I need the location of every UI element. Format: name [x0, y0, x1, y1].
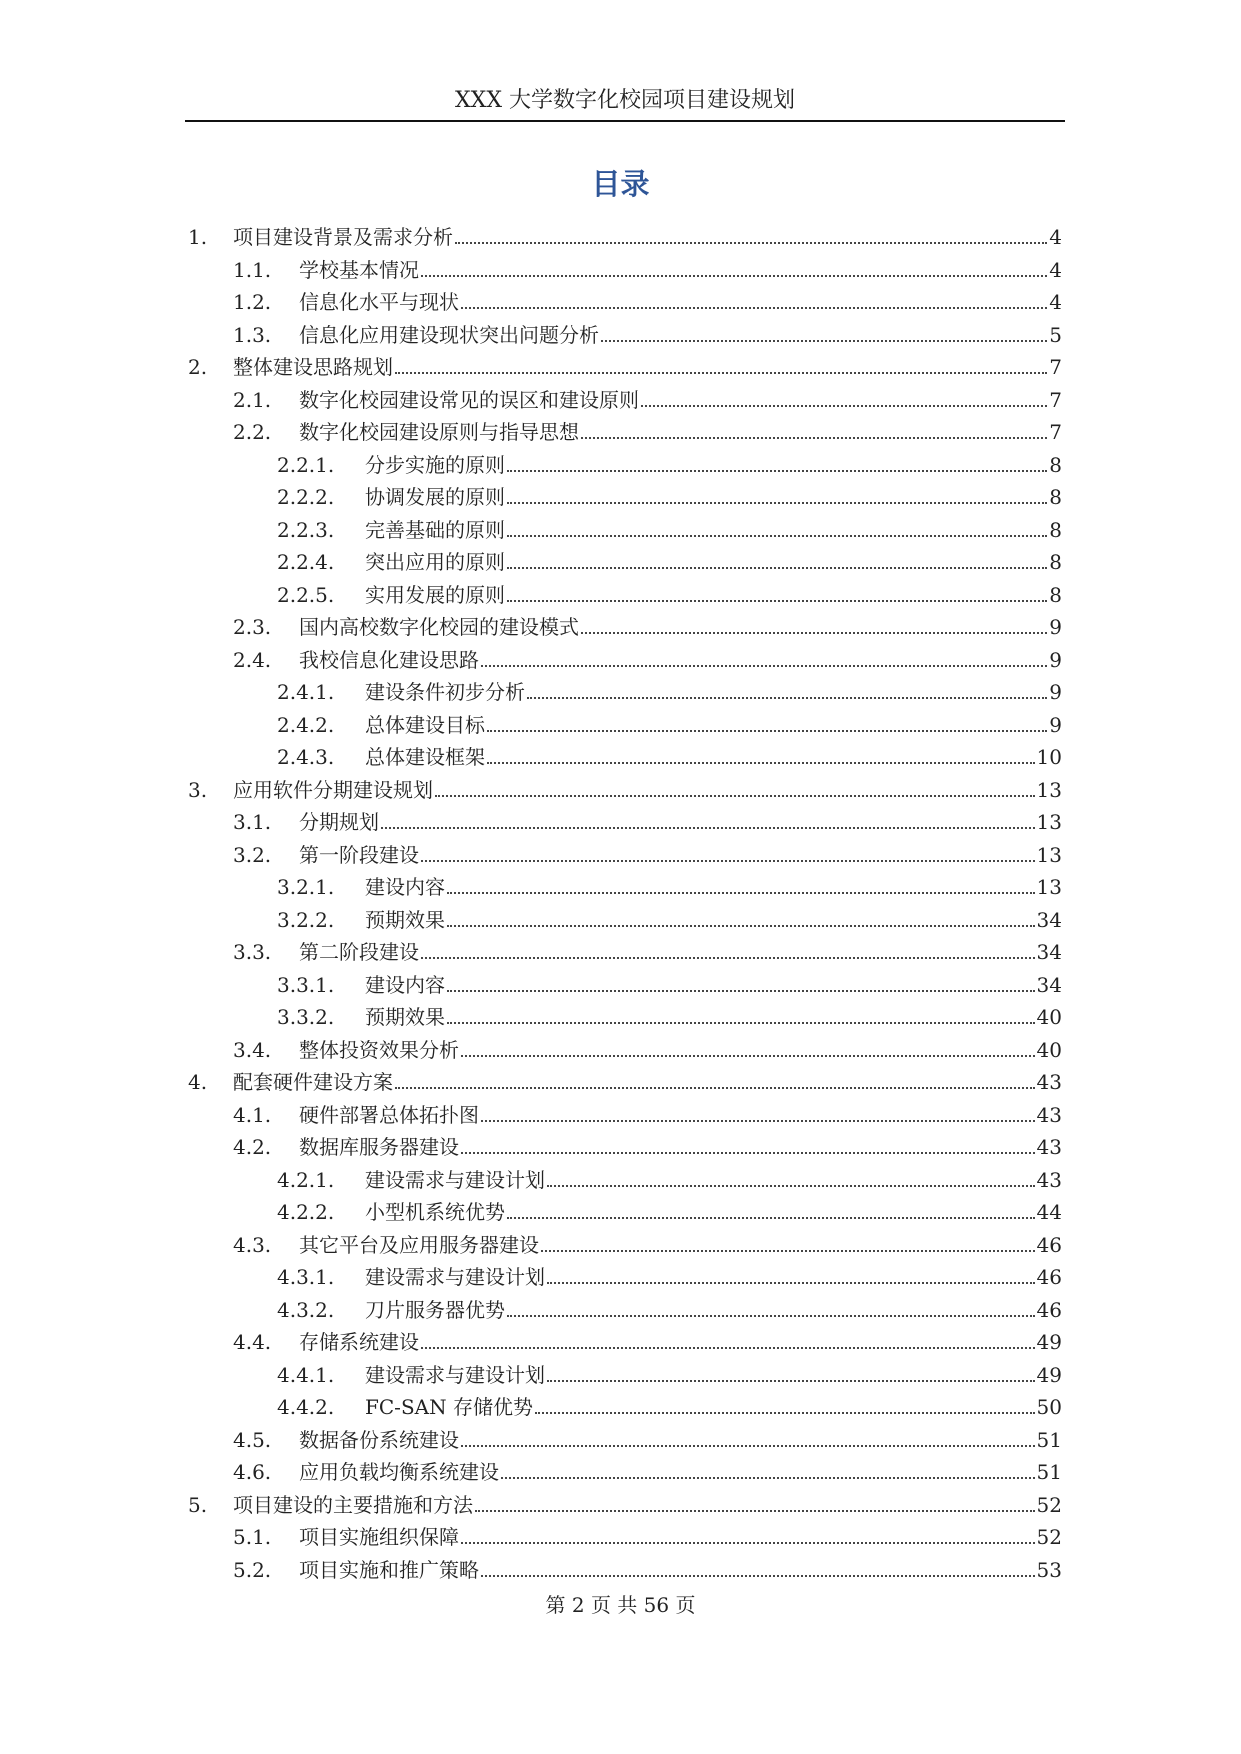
toc-entry-number: 2.2.2.: [277, 485, 335, 509]
toc-entry-title: 分期规划: [299, 810, 379, 834]
toc-entry[interactable]: [233, 412, 1062, 445]
toc-entry-title: 信息化水平与现状: [299, 290, 459, 314]
toc-entry-page: 4: [1049, 257, 1062, 282]
toc-entry[interactable]: [277, 737, 1062, 770]
toc-entry-page: 34: [1036, 972, 1062, 997]
toc-entry-number: 4.2.1.: [277, 1167, 335, 1192]
toc-dot-leader: [481, 665, 1047, 667]
toc-entry-page: 9: [1049, 647, 1062, 672]
toc-entry-page: 34: [1036, 940, 1062, 964]
toc-entry-page: 43: [1036, 1135, 1062, 1159]
toc-dot-leader: [447, 892, 1035, 894]
toc-entry-number: 5.: [188, 1492, 208, 1517]
toc-entry[interactable]: [277, 1290, 1062, 1323]
toc-entry[interactable]: [233, 835, 1062, 868]
toc-entry[interactable]: [233, 932, 1062, 965]
toc-dot-leader: [475, 1510, 1035, 1512]
toc-entry-page: 7: [1049, 387, 1062, 412]
toc-entry[interactable]: [233, 1225, 1062, 1258]
toc-dot-leader: [421, 1347, 1035, 1349]
toc-entry-title: 完善基础的原则: [365, 517, 505, 542]
toc-dot-leader: [455, 242, 1047, 244]
toc-entry-number: 3.1.: [233, 810, 272, 834]
toc-entry-number: 3.3.2.: [277, 1005, 335, 1029]
toc-entry-page: 44: [1036, 1200, 1062, 1224]
toc-entry[interactable]: [277, 510, 1062, 543]
toc-entry-page: 43: [1036, 1070, 1062, 1094]
toc-entry-title: 建设条件初步分析: [365, 680, 525, 704]
toc-entry[interactable]: [277, 965, 1062, 998]
toc-entry[interactable]: [233, 1517, 1062, 1550]
toc-entry-number: 1.2.: [233, 290, 272, 314]
toc-entry-page: 4: [1049, 225, 1062, 249]
toc-entry[interactable]: [277, 477, 1062, 510]
toc-entry-title: 突出应用的原则: [365, 550, 505, 574]
toc-dot-leader: [435, 795, 1035, 797]
toc-entry-page: 13: [1036, 777, 1062, 802]
toc-dot-leader: [507, 1315, 1035, 1317]
page-number: 第 2 页 共 56 页: [545, 1593, 696, 1617]
toc-entry[interactable]: [233, 1322, 1062, 1355]
toc-entry-title: 应用软件分期建设规划: [233, 777, 433, 802]
toc-entry-title: 刀片服务器优势: [365, 1297, 505, 1322]
toc-entry-title: 数据库服务器建设: [299, 1135, 459, 1159]
toc-entry-number: 1.3.: [233, 322, 272, 347]
toc-dot-leader: [487, 762, 1035, 764]
toc-dot-leader: [447, 1022, 1035, 1024]
toc-entry-page: 8: [1049, 582, 1062, 607]
toc-entry-number: 4.3.1.: [277, 1265, 335, 1289]
toc-entry-page: 40: [1036, 1005, 1062, 1029]
toc-entry-number: 3.4.: [233, 1037, 272, 1062]
toc-dot-leader: [461, 1542, 1035, 1544]
toc-dot-leader: [501, 1477, 1035, 1479]
toc-entry-page: 49: [1036, 1330, 1062, 1354]
toc-entry-page: 46: [1036, 1297, 1062, 1322]
toc-entry-page: 43: [1036, 1102, 1062, 1127]
toc-entry-number: 4.6.: [233, 1460, 272, 1484]
toc-entry-number: 3.: [188, 777, 208, 802]
toc-entry-number: 4.5.: [233, 1427, 272, 1452]
toc-entry-page: 13: [1036, 810, 1062, 834]
toc-entry-title: 项目建设的主要措施和方法: [233, 1492, 473, 1517]
page-footer: [0, 1591, 1241, 1619]
toc-entry-title: 项目实施和推广策略: [299, 1557, 479, 1582]
toc-entry-number: 4.3.2.: [277, 1297, 335, 1322]
toc-entry-number: 2.2.1.: [277, 452, 335, 477]
toc-entry-number: 2.2.4.: [277, 550, 335, 574]
toc-entry-page: 34: [1036, 907, 1062, 932]
toc-entry-title: 学校基本情况: [299, 257, 419, 282]
toc-entry-page: 52: [1036, 1492, 1062, 1517]
toc-entry-number: 3.3.: [233, 940, 272, 964]
toc-entry[interactable]: [277, 445, 1062, 478]
toc-entry-title: 建设需求与建设计划: [365, 1265, 545, 1289]
toc-entry-title: 实用发展的原则: [365, 582, 505, 607]
toc-entry[interactable]: [277, 1257, 1062, 1290]
toc-entry-number: 2.2.5.: [277, 582, 335, 607]
toc-entry-number: 4.2.2.: [277, 1200, 335, 1224]
toc-entry-title: 国内高校数字化校园的建设模式: [299, 615, 579, 639]
toc-entry[interactable]: [233, 1420, 1062, 1453]
toc-entry-page: 46: [1036, 1265, 1062, 1289]
toc-dot-leader: [395, 372, 1047, 374]
toc-entry-title: 信息化应用建设现状突出问题分析: [299, 322, 599, 347]
toc-entry-title: 存储系统建设: [299, 1330, 419, 1354]
toc-entry-number: 2.4.1.: [277, 680, 335, 704]
toc-entry-title: FC-SAN 存储优势: [365, 1395, 533, 1419]
toc-entry-page: 8: [1049, 550, 1062, 574]
toc-entry-title: 数据备份系统建设: [299, 1427, 459, 1452]
toc-entry[interactable]: [233, 282, 1062, 315]
toc-entry-page: 46: [1036, 1232, 1062, 1257]
toc-entry-title: 数字化校园建设原则与指导思想: [299, 420, 579, 444]
toc-entry[interactable]: [277, 900, 1062, 933]
toc-dot-leader: [461, 307, 1047, 309]
toc-entry-title: 预期效果: [365, 907, 445, 932]
toc-entry-page: 9: [1049, 680, 1062, 704]
toc-entry-number: 5.2.: [233, 1557, 272, 1582]
toc-entry[interactable]: [277, 997, 1062, 1030]
toc-dot-leader: [535, 1412, 1035, 1414]
toc-entry-title: 数字化校园建设常见的误区和建设原则: [299, 387, 639, 412]
toc-entry-title: 整体投资效果分析: [299, 1037, 459, 1062]
toc-entry-page: 13: [1036, 875, 1062, 899]
toc-entry-title: 预期效果: [365, 1005, 445, 1029]
toc-entry-title: 配套硬件建设方案: [233, 1070, 393, 1094]
toc-entry[interactable]: [188, 347, 1062, 380]
toc-entry-title: 我校信息化建设思路: [299, 647, 479, 672]
toc-entry[interactable]: [233, 1095, 1062, 1128]
toc-entry-number: 4.3.: [233, 1232, 272, 1257]
toc-entry-number: 4.4.2.: [277, 1395, 335, 1419]
toc-entry[interactable]: [233, 1030, 1062, 1063]
toc-entry-page: 7: [1049, 420, 1062, 444]
toc-entry[interactable]: [233, 1550, 1062, 1583]
toc-entry[interactable]: [277, 575, 1062, 608]
toc-entry-title: 整体建设思路规划: [233, 355, 393, 379]
toc-entry[interactable]: [233, 802, 1062, 835]
toc-entry-title: 硬件部署总体拓扑图: [299, 1102, 479, 1127]
toc-entry-number: 2.2.3.: [277, 517, 335, 542]
document-title: XXX 大学数字化校园项目建设规划: [455, 88, 795, 113]
toc-entry[interactable]: [188, 770, 1062, 803]
toc-entry-number: 4.1.: [233, 1102, 272, 1127]
toc-entry-title: 分步实施的原则: [365, 452, 505, 477]
toc-entry[interactable]: [277, 1192, 1062, 1225]
toc-entry-page: 9: [1049, 712, 1062, 737]
toc-title: 目录: [591, 167, 650, 201]
toc-dot-leader: [507, 600, 1047, 602]
toc-entry-title: 项目实施组织保障: [299, 1525, 459, 1549]
toc-entry-number: 3.2.2.: [277, 907, 335, 932]
toc-entry-page: 8: [1049, 485, 1062, 509]
toc-dot-leader: [481, 1575, 1035, 1577]
toc-dot-leader: [381, 827, 1035, 829]
toc-dot-leader: [507, 470, 1047, 472]
toc-entry[interactable]: [233, 250, 1062, 283]
toc-entry[interactable]: [233, 607, 1062, 640]
toc-entry-page: 40: [1036, 1037, 1062, 1062]
toc-dot-leader: [481, 1120, 1035, 1122]
toc-entry-number: 2.2.: [233, 420, 272, 444]
toc-entry-number: 4.4.: [233, 1330, 272, 1354]
toc-entry-number: 2.3.: [233, 615, 272, 639]
toc-entry-title: 应用负载均衡系统建设: [299, 1460, 499, 1484]
toc-entry-page: 5: [1049, 322, 1062, 347]
toc-entry-page: 51: [1036, 1460, 1062, 1484]
toc-dot-leader: [547, 1380, 1035, 1382]
toc-dot-leader: [507, 1217, 1035, 1219]
toc-dot-leader: [395, 1087, 1035, 1089]
toc-entry[interactable]: [233, 315, 1062, 348]
toc-dot-leader: [601, 340, 1047, 342]
toc-dot-leader: [541, 1250, 1035, 1252]
toc-entry-title: 建设内容: [365, 972, 445, 997]
toc-dot-leader: [547, 1282, 1035, 1284]
toc-entry-number: 3.2.: [233, 842, 272, 867]
page-header: [185, 86, 1065, 122]
toc-dot-leader: [527, 697, 1047, 699]
toc-entry-page: 4: [1049, 290, 1062, 314]
toc-entry-page: 49: [1036, 1362, 1062, 1387]
toc-entry[interactable]: [277, 867, 1062, 900]
toc-entry-title: 其它平台及应用服务器建设: [299, 1232, 539, 1257]
toc-entry-page: 43: [1036, 1167, 1062, 1192]
toc-entry[interactable]: [233, 1452, 1062, 1485]
toc-entry-title: 建设需求与建设计划: [365, 1167, 545, 1192]
toc-dot-leader: [547, 1185, 1035, 1187]
toc-entry-title: 第一阶段建设: [299, 842, 419, 867]
toc-dot-leader: [447, 925, 1035, 927]
toc-entry-number: 4.4.1.: [277, 1362, 335, 1387]
toc-dot-leader: [507, 535, 1047, 537]
toc-entry[interactable]: [233, 640, 1062, 673]
toc-entry-title: 建设需求与建设计划: [365, 1362, 545, 1387]
toc-entry-page: 9: [1049, 615, 1062, 639]
toc-dot-leader: [641, 405, 1047, 407]
toc-entry-page: 52: [1036, 1525, 1062, 1549]
toc-entry-page: 50: [1036, 1395, 1062, 1419]
toc-dot-leader: [461, 1055, 1035, 1057]
toc-entry-number: 2.4.: [233, 647, 272, 672]
toc-entry-page: 10: [1036, 745, 1062, 769]
toc-entry-number: 4.: [188, 1070, 208, 1094]
toc-dot-leader: [461, 1445, 1035, 1447]
toc-entry[interactable]: [277, 542, 1062, 575]
toc-entry-title: 小型机系统优势: [365, 1200, 505, 1224]
toc-entry-page: 13: [1036, 842, 1062, 867]
toc-entry-title: 协调发展的原则: [365, 485, 505, 509]
toc-dot-leader: [421, 957, 1035, 959]
toc-dot-leader: [461, 1152, 1035, 1154]
toc-entry-number: 2.4.3.: [277, 745, 335, 769]
toc-dot-leader: [507, 567, 1047, 569]
toc-entry-number: 4.2.: [233, 1135, 272, 1159]
toc-entry-page: 8: [1049, 517, 1062, 542]
toc-entry[interactable]: [188, 217, 1062, 250]
toc-entry-number: 5.1.: [233, 1525, 272, 1549]
toc-dot-leader: [421, 860, 1035, 862]
toc-entry-page: 53: [1036, 1557, 1062, 1582]
toc-entry[interactable]: [277, 672, 1062, 705]
toc-entry-number: 2.4.2.: [277, 712, 335, 737]
toc-entry-page: 8: [1049, 452, 1062, 477]
toc-entry[interactable]: [277, 1387, 1062, 1420]
toc-entry[interactable]: [233, 1127, 1062, 1160]
toc-entry-title: 建设内容: [365, 875, 445, 899]
toc-entry-page: 7: [1049, 355, 1062, 379]
toc-entry[interactable]: [277, 1160, 1062, 1193]
toc-dot-leader: [581, 632, 1047, 634]
toc-entry-number: 2.: [188, 355, 208, 379]
toc-entry-title: 第二阶段建设: [299, 940, 419, 964]
toc-entry-number: 3.2.1.: [277, 875, 335, 899]
toc-entry[interactable]: [188, 1485, 1062, 1518]
toc-dot-leader: [507, 502, 1047, 504]
toc-entry[interactable]: [277, 705, 1062, 738]
toc-entry[interactable]: [233, 380, 1062, 413]
toc-dot-leader: [487, 730, 1047, 732]
toc-entry-title: 项目建设背景及需求分析: [233, 225, 453, 249]
toc-dot-leader: [447, 990, 1035, 992]
toc-dot-leader: [421, 275, 1047, 277]
toc-entry-title: 总体建设框架: [365, 745, 485, 769]
toc-entry-number: 1.1.: [233, 257, 272, 282]
toc-dot-leader: [581, 437, 1047, 439]
toc-entry[interactable]: [277, 1355, 1062, 1388]
toc-entry-number: 1.: [188, 225, 208, 249]
toc-entry-number: 3.3.1.: [277, 972, 335, 997]
toc-entry-page: 51: [1036, 1427, 1062, 1452]
toc-entry[interactable]: [188, 1062, 1062, 1095]
toc-entry-number: 2.1.: [233, 387, 272, 412]
toc-entry-title: 总体建设目标: [365, 712, 485, 737]
